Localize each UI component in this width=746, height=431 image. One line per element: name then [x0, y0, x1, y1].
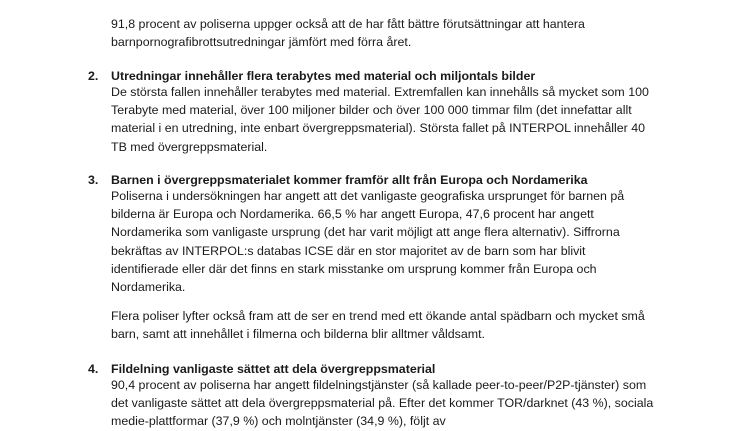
section-heading: Utredningar innehåller flera terabytes med material och miljontals bilder	[111, 69, 536, 83]
section-body: 90,4 procent av poliserna har angett fildelningstjänster (så kallade peer-to-peer/P2P-tjänster) som det vanligaste sättet att dela övergreppsmaterial på. Efter det kommer TOR/darknet (43 %), sociala medie-plattformar (37,9 %) och molntjänster (34,9 %), följt av	[111, 378, 654, 429]
list-number: 3.	[88, 173, 99, 187]
list-number: 2.	[88, 69, 99, 83]
intro-paragraph: 91,8 procent av poliserna uppger också att de har fått bättre förutsättningar att hantera barnpornografibrottsutredningar jämfört med förra året.	[111, 17, 585, 50]
section-body: De största fallen innehåller terabytes med material. Extremfallen kan innehålls så mycket som 100 Terabyte med material, över 100 miljoner bilder och över 100 000 timmar film (det innefattar allt material i en utredning, inte enbart övergreppsmaterial). Största fallet på INTERPOL innehåller 40 TB med övergreppsmaterial.	[111, 85, 649, 154]
list-number: 4.	[88, 362, 99, 376]
section-body: Poliserna i undersökningen har angett att det vanligaste geografiska ursprunget för barnen på bilderna är Europa och Nordamerika. 66,5 % har angett Europa, 47,6 procent har angett Nordamerika som vanligaste ursprung (det har varit möjligt att ange flera alternativ). Siffrorna bekräftas av INTERPOL:s databas ICSE där en stor majoritet av de barn som har blivit identifierade eller där det finns en stark misstanke om ursprung kommer från Europa och Nordamerika.	[111, 189, 625, 295]
section-heading: Barnen i övergreppsmaterialet kommer framför allt från Europa och Nordamerika	[111, 173, 588, 187]
section-heading: Fildelning vanligaste sättet att dela övergreppsmaterial	[111, 362, 436, 376]
section-body-continued: Flera poliser lyfter också fram att de ser en trend med ett ökande antal spädbarn och mycket små barn, samt att innehållet i filmerna och bilderna blir alltmer våldsamt.	[111, 309, 645, 342]
